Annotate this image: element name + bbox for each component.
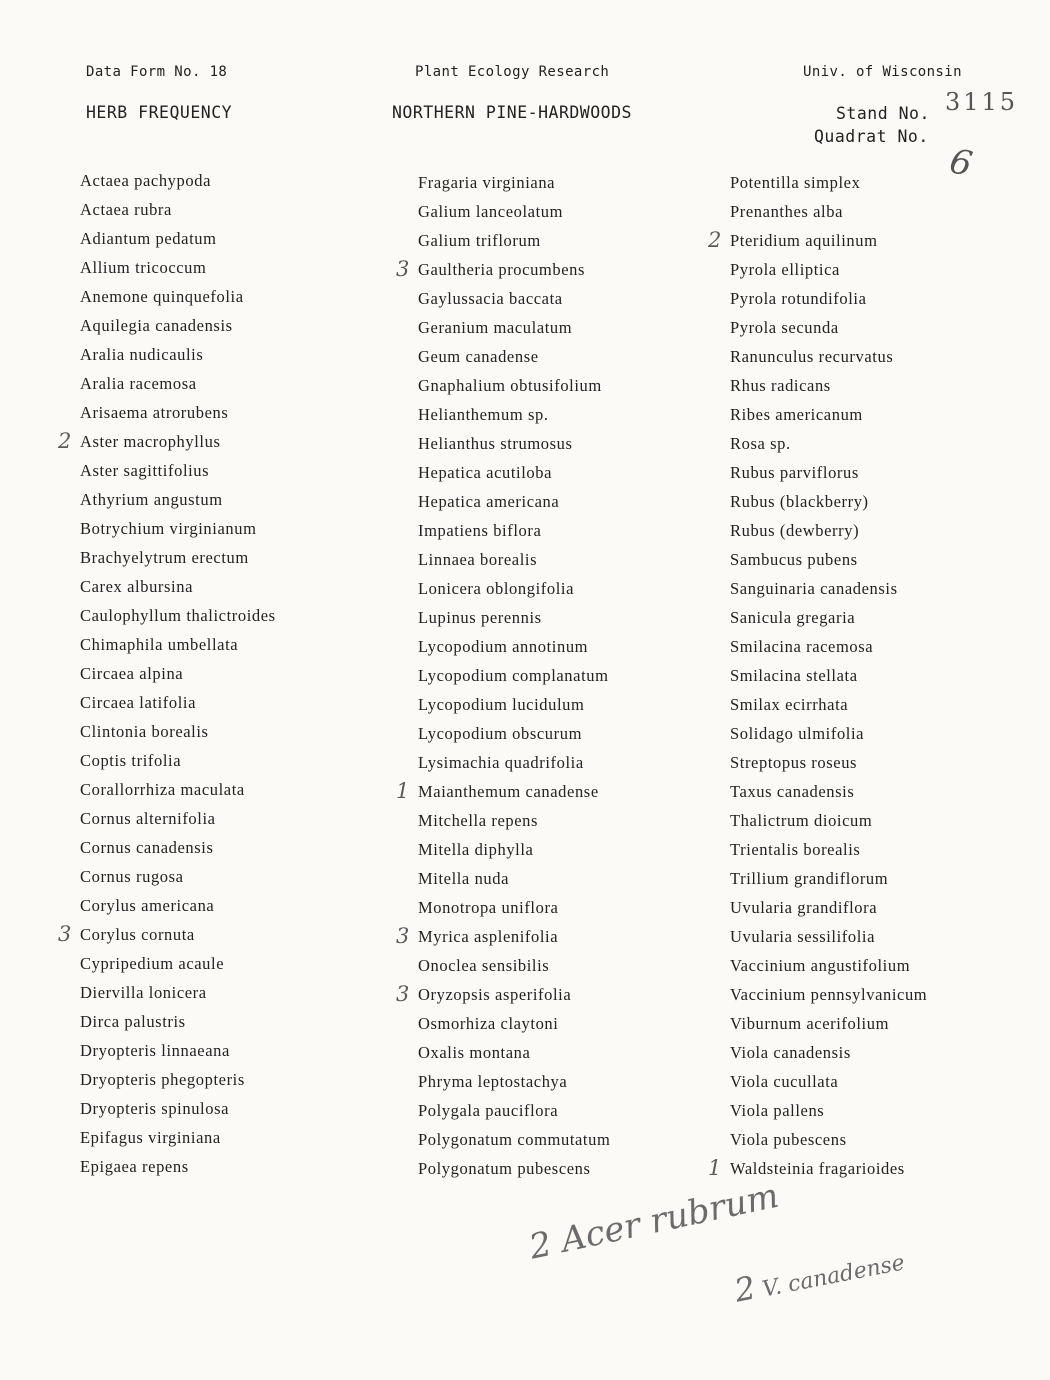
species-name: Mitella nuda — [418, 869, 510, 888]
species-row — [80, 688, 276, 717]
species-column-2 — [396, 168, 611, 1183]
species-row — [730, 1096, 927, 1125]
species-name: Lupinus perennis — [418, 608, 542, 627]
species-name: Helianthus strumosus — [418, 434, 573, 453]
species-name: Gnaphalium obtusifolium — [418, 376, 602, 395]
species-name: Viola canadensis — [730, 1043, 851, 1062]
species-name: Viola pallens — [730, 1101, 825, 1120]
species-row — [396, 255, 610, 284]
species-row — [418, 574, 610, 603]
species-row — [418, 603, 610, 632]
species-name: Uvularia grandiflora — [730, 898, 878, 917]
species-row — [730, 864, 927, 893]
species-name: Osmorhiza claytoni — [418, 1014, 559, 1033]
species-row — [418, 719, 610, 748]
species-name: Smilacina stellata — [730, 666, 858, 685]
species-name: Lycopodium obscurum — [418, 724, 583, 743]
species-row — [730, 516, 927, 545]
species-name: Helianthemum sp. — [418, 405, 549, 424]
species-row — [730, 806, 927, 835]
species-name: Geum canadense — [418, 347, 539, 366]
species-row — [80, 398, 276, 427]
species-row — [730, 197, 927, 226]
community-title: NORTHERN PINE-HARDWOODS — [392, 103, 632, 122]
species-name: Solidago ulmifolia — [730, 724, 865, 743]
species-name: Vaccinium angustifolium — [730, 956, 911, 975]
species-row — [418, 690, 610, 719]
species-name: Myrica asplenifolia — [418, 927, 559, 946]
species-row — [730, 603, 927, 632]
species-row — [80, 1065, 276, 1094]
species-row — [730, 342, 927, 371]
species-row — [418, 632, 610, 661]
species-row — [418, 864, 610, 893]
quadrat-label: Quadrat No. — [814, 127, 929, 146]
stand-number: 3115 — [945, 88, 1019, 116]
frequency-mark: 3 — [396, 924, 410, 948]
species-name: Dryopteris spinulosa — [80, 1099, 230, 1118]
form-title: HERB FREQUENCY — [86, 103, 233, 122]
species-row — [730, 400, 927, 429]
species-name: Prenanthes alba — [730, 202, 844, 221]
handwritten-addition-2 — [731, 1240, 907, 1310]
species-row — [80, 456, 276, 485]
species-name: Waldsteinia fragarioides — [730, 1159, 905, 1178]
species-row — [730, 487, 927, 516]
species-name: Smilax ecirrhata — [730, 695, 849, 714]
species-name: Viola cucullata — [730, 1072, 839, 1091]
species-row — [730, 429, 927, 458]
species-row — [418, 835, 610, 864]
species-name: Aster sagittifolius — [80, 461, 210, 480]
species-row — [730, 893, 927, 922]
species-row — [80, 775, 276, 804]
species-name: Mitella diphylla — [418, 840, 534, 859]
species-row — [80, 862, 276, 891]
species-row — [396, 777, 610, 806]
species-name: Onoclea sensibilis — [418, 956, 550, 975]
species-row — [730, 284, 927, 313]
species-row — [730, 719, 927, 748]
species-row — [418, 458, 610, 487]
species-name: Phryma leptostachya — [418, 1072, 568, 1091]
species-name: Diervilla lonicera — [80, 983, 207, 1002]
species-row — [80, 601, 276, 630]
species-row — [418, 400, 610, 429]
species-row — [80, 1152, 276, 1181]
stand-label: Stand No. — [836, 104, 930, 123]
species-name: Anemone quinquefolia — [80, 287, 244, 306]
species-row — [730, 777, 927, 806]
species-row — [418, 1096, 610, 1125]
species-row — [80, 369, 276, 398]
species-name: Polygonatum pubescens — [418, 1159, 591, 1178]
species-name: Uvularia sessilifolia — [730, 927, 876, 946]
species-row — [80, 746, 276, 775]
species-row — [80, 166, 276, 195]
species-name: Lycopodium lucidulum — [418, 695, 585, 714]
species-row — [730, 835, 927, 864]
species-name: Dirca palustris — [80, 1012, 186, 1031]
species-row — [418, 545, 610, 574]
species-row — [418, 371, 610, 400]
species-row — [730, 574, 927, 603]
species-name: Actaea rubra — [80, 200, 172, 219]
species-row — [80, 804, 276, 833]
species-row — [730, 661, 927, 690]
species-name: Lonicera oblongifolia — [418, 579, 575, 598]
species-name: Galium lanceolatum — [418, 202, 564, 221]
species-name: Galium triflorum — [418, 231, 541, 250]
species-name: Mitchella repens — [418, 811, 539, 830]
species-name: Oryzopsis asperifolia — [418, 985, 572, 1004]
species-name: Viola pubescens — [730, 1130, 847, 1149]
species-row — [418, 806, 610, 835]
species-row — [730, 168, 927, 197]
species-name: Sanicula gregaria — [730, 608, 856, 627]
species-name: Corylus cornuta — [80, 925, 195, 944]
handwritten-count: 2 — [731, 1268, 759, 1310]
species-name: Lycopodium complanatum — [418, 666, 609, 685]
species-row — [730, 1125, 927, 1154]
species-row — [80, 195, 276, 224]
species-row — [80, 1123, 276, 1152]
species-row — [418, 1154, 610, 1183]
species-name: Trientalis borealis — [730, 840, 861, 859]
species-name: Pyrola rotundifolia — [730, 289, 867, 308]
species-name: Cornus alternifolia — [80, 809, 216, 828]
species-row — [418, 893, 610, 922]
handwritten-addition-1 — [526, 1176, 782, 1268]
species-name: Gaylussacia baccata — [418, 289, 563, 308]
species-row — [80, 1036, 276, 1065]
species-name: Botrychium virginianum — [80, 519, 257, 538]
frequency-mark: 1 — [708, 1156, 722, 1180]
species-name: Taxus canadensis — [730, 782, 855, 801]
species-name: Aquilegia canadensis — [80, 316, 233, 335]
frequency-mark: 3 — [58, 922, 72, 946]
species-name: Oxalis montana — [418, 1043, 531, 1062]
species-name: Circaea latifolia — [80, 693, 197, 712]
species-row — [730, 980, 927, 1009]
species-row — [80, 717, 276, 746]
species-row — [708, 226, 927, 255]
species-name: Brachyelytrum erectum — [80, 548, 249, 567]
species-row — [418, 1038, 610, 1067]
species-column-3 — [708, 168, 928, 1183]
species-name: Pteridium aquilinum — [730, 231, 878, 250]
species-row — [418, 748, 610, 777]
species-row — [80, 630, 276, 659]
species-name: Aralia nudicaulis — [80, 345, 204, 364]
species-name: Adiantum pedatum — [80, 229, 217, 248]
species-row — [730, 1038, 927, 1067]
species-name: Rubus (blackberry) — [730, 492, 869, 511]
frequency-mark: 3 — [396, 257, 410, 281]
species-name: Hepatica acutiloba — [418, 463, 553, 482]
species-row — [730, 313, 927, 342]
species-row — [80, 340, 276, 369]
species-row — [730, 255, 927, 284]
species-row — [418, 342, 610, 371]
species-name: Lysimachia quadrifolia — [418, 753, 584, 772]
species-name: Sanguinaria canadensis — [730, 579, 898, 598]
species-row — [58, 920, 276, 949]
species-row — [418, 313, 610, 342]
species-name: Coptis trifolia — [80, 751, 182, 770]
species-row — [418, 429, 610, 458]
species-row — [418, 226, 610, 255]
species-name: Circaea alpina — [80, 664, 184, 683]
species-name: Cypripedium acaule — [80, 954, 225, 973]
species-row — [730, 632, 927, 661]
species-name: Pyrola secunda — [730, 318, 839, 337]
species-name: Actaea pachypoda — [80, 171, 211, 190]
species-name: Polygala pauciflora — [418, 1101, 559, 1120]
species-row — [418, 516, 610, 545]
species-name: Athyrium angustum — [80, 490, 223, 509]
species-name: Monotropa uniflora — [418, 898, 559, 917]
species-row — [418, 168, 610, 197]
species-row — [80, 282, 276, 311]
species-name: Clintonia borealis — [80, 722, 209, 741]
species-name: Aralia racemosa — [80, 374, 197, 393]
species-row — [418, 1067, 610, 1096]
species-row — [396, 922, 610, 951]
species-row — [418, 661, 610, 690]
species-name: Lycopodium annotinum — [418, 637, 589, 656]
species-name: Sambucus pubens — [730, 550, 858, 569]
species-name: Cornus canadensis — [80, 838, 214, 857]
species-name: Epifagus virginiana — [80, 1128, 221, 1147]
species-row — [80, 485, 276, 514]
species-row — [730, 922, 927, 951]
species-row — [80, 543, 276, 572]
species-row — [730, 545, 927, 574]
species-row — [730, 1009, 927, 1038]
handwritten-species: Acer rubrum — [557, 1175, 783, 1261]
species-row — [80, 833, 276, 862]
species-row — [730, 690, 927, 719]
species-name: Caulophyllum thalictroides — [80, 606, 276, 625]
species-name: Maianthemum canadense — [418, 782, 599, 801]
handwritten-species: V. canadense — [760, 1250, 907, 1303]
species-name: Arisaema atrorubens — [80, 403, 229, 422]
species-row — [80, 572, 276, 601]
species-row — [80, 253, 276, 282]
species-row — [80, 514, 276, 543]
frequency-mark: 2 — [708, 228, 722, 252]
species-row — [418, 487, 610, 516]
species-name: Smilacina racemosa — [730, 637, 874, 656]
species-name: Streptopus roseus — [730, 753, 858, 772]
species-name: Rosa sp. — [730, 434, 791, 453]
species-name: Rubus parviflorus — [730, 463, 859, 482]
species-row — [80, 891, 276, 920]
species-name: Dryopteris linnaeana — [80, 1041, 230, 1060]
species-name: Thalictrum dioicum — [730, 811, 873, 830]
species-row — [80, 949, 276, 978]
species-name: Fragaria virginiana — [418, 173, 556, 192]
species-row — [418, 1125, 610, 1154]
species-row — [730, 1067, 927, 1096]
species-row — [730, 458, 927, 487]
species-name: Ranunculus recurvatus — [730, 347, 894, 366]
species-row — [418, 951, 610, 980]
species-row — [80, 1007, 276, 1036]
species-column-1 — [58, 166, 276, 1181]
species-name: Vaccinium pennsylvanicum — [730, 985, 928, 1004]
species-row — [80, 978, 276, 1007]
species-row — [80, 659, 276, 688]
species-name: Dryopteris phegopteris — [80, 1070, 245, 1089]
research-title: Plant Ecology Research — [415, 64, 610, 80]
species-name: Aster macrophyllus — [80, 432, 221, 451]
species-row — [730, 748, 927, 777]
species-name: Potentilla simplex — [730, 173, 861, 192]
species-row — [418, 197, 610, 226]
species-name: Corylus americana — [80, 896, 215, 915]
species-name: Epigaea repens — [80, 1157, 189, 1176]
species-name: Carex albursina — [80, 577, 194, 596]
form-number: Data Form No. 18 — [86, 64, 228, 80]
species-name: Geranium maculatum — [418, 318, 573, 337]
frequency-mark: 1 — [396, 779, 410, 803]
species-name: Trillium grandiflorum — [730, 869, 889, 888]
frequency-mark: 2 — [58, 429, 72, 453]
species-row — [80, 1094, 276, 1123]
frequency-mark: 3 — [396, 982, 410, 1006]
quadrat-number: 6 — [946, 141, 976, 185]
species-name: Cornus rugosa — [80, 867, 184, 886]
species-name: Linnaea borealis — [418, 550, 538, 569]
species-row — [80, 224, 276, 253]
species-row — [418, 1009, 610, 1038]
species-name: Impatiens biflora — [418, 521, 542, 540]
species-name: Viburnum acerifolium — [730, 1014, 890, 1033]
species-name: Ribes americanum — [730, 405, 863, 424]
species-row — [730, 951, 927, 980]
species-name: Corallorrhiza maculata — [80, 780, 245, 799]
species-name: Chimaphila umbellata — [80, 635, 239, 654]
species-name: Polygonatum commutatum — [418, 1130, 611, 1149]
species-row — [730, 371, 927, 400]
species-name: Rhus radicans — [730, 376, 831, 395]
species-name: Pyrola elliptica — [730, 260, 840, 279]
handwritten-count: 2 — [525, 1223, 556, 1268]
species-row — [418, 284, 610, 313]
species-row — [396, 980, 610, 1009]
species-name: Gaultheria procumbens — [418, 260, 586, 279]
species-row — [80, 311, 276, 340]
university-name: Univ. of Wisconsin — [803, 64, 962, 80]
species-name: Hepatica americana — [418, 492, 560, 511]
species-name: Allium tricoccum — [80, 258, 207, 277]
species-row — [58, 427, 276, 456]
species-name: Rubus (dewberry) — [730, 521, 860, 540]
